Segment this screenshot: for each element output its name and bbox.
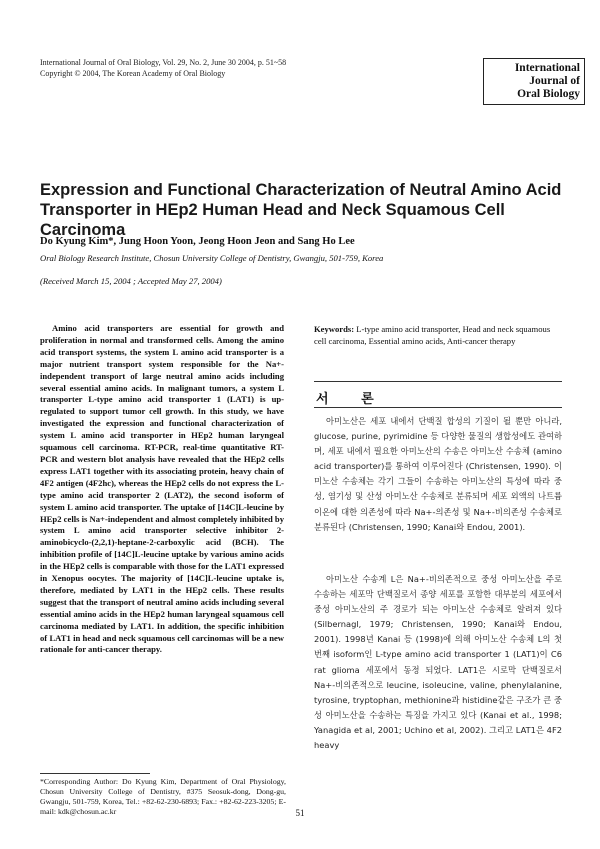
footnote-divider [40, 773, 150, 774]
section-bottom-rule [314, 407, 562, 408]
journal-copyright: Copyright © 2004, The Korean Academy of Oral Biology [40, 69, 226, 78]
page-number: 51 [295, 808, 305, 818]
journal-name-line: Oral Biology [517, 88, 580, 100]
journal-info [40, 57, 286, 79]
journal-citation: International Journal of Oral Biology, Vol. 29, No. 2, June 30 2004, p. 51~58 [40, 58, 287, 67]
affiliation: Oral Biology Research Institute, Chosun University College of Dentistry, Gwangju, 501-759, Korea [40, 253, 384, 263]
keywords-label: Keywords: [314, 324, 355, 334]
body-paragraph: 아미노산은 세포 내에서 단백질 합성의 기질이 될 뿐만 아니라, glucose, purine, pyrimidine 등 다양한 물질의 생합성에도 관여하며, 세포 내에서 필요한 아미노산의 수송은 아미노산 수송체 (amino acid transporter)를 통하여 이루어진다 (Christensen, 1990). 이미노산 수송체는 각기 그들이 수송하는 아미노산의 특성에 따라 중성, 염기성 및 산성 아미노산 수송체로 분류되며 세포 외액의 나트륨 이온에 대한 의존성에 따라 Na+-의존성 및 Na+-비의존성 수송체로 분류된다 (Christensen, 1990; Kanai와 Endou, 2001). [314, 416, 562, 532]
body-paragraph: 아미노산 수송계 L은 Na+-비의존적으로 중성 아미노산을 주로 수송하는 세포막 단백질로서 종양 세포를 포함한 대부분의 세포에서 중성 아미노산의 주 경로가 되는 아미노산 수송체로 알려져 있다 (Silbernagl, 1979; Christensen, 1990; Kanai와 Endou, 2001). 1998년 Kanai 등 (1998)에 의해 아미노산 수송체 L의 첫 번째 isoform인 L-type amino acid transporter 1 (LAT1)이 C6 rat glioma 세포에서 동정 되었다. LAT1은 시로막 단백질로서 Na+-비의존적으로 leucine, isoleucine, valine, phenylalanine, tyrosine, tryptophan, methionine과 histidine같은 구조가 큰 중성 아미노산을 수송하는 특징을 가지고 있다 (Kanai et al., 1998; Yanagida et al, 2001; Uchino et al, 2002). 그리고 LAT1은 4F2 heavy [314, 574, 562, 751]
section-heading: 서 론 [316, 392, 388, 407]
keywords [314, 323, 562, 347]
received-accepted-dates: (Received March 15, 2004 ; Accepted May 27, 2004) [40, 276, 222, 286]
paper-title: Expression and Functional Characterization of Neutral Amino Acid Transporter in HEp2 Human Head and Neck Squamous Cell Carcinoma [40, 181, 562, 239]
corresponding-author-footnote: *Corresponding Author: Do Kyung Kim, Department of Oral Physiology, Chosun University College of Dentistry, #375 Seosuk-dong, Dong-gu, Gwangju, 501-759, Korea, Tel.: +82-62-230-6893; Fax.: +82-62-223-3205; E-mail: kdk@chosun.ac.kr [40, 777, 286, 816]
journal-name-box [483, 58, 585, 105]
authors: Do Kyung Kim*, Jung Hoon Yoon, Jeong Hoon Jeon and Sang Ho Lee [40, 236, 355, 247]
journal-name-line: Journal of [529, 75, 580, 87]
keywords-text: L-type amino acid transporter, Head and neck squamous cell carcinoma, Essential amino acids, Anti-cancer therapy [314, 324, 551, 346]
journal-name-line: International [514, 62, 580, 74]
section-top-rule [314, 381, 562, 382]
abstract: Amino acid transporters are essential for growth and proliferation in normal and transformed cells. Among the amino acid transport systems, the system L amino acid transporter is a major nutrient transport system responsible for the Na+-independent transport of large neutral amino acids including several essential amino acids. In malignant tumors, a system L transporter L-type amino acid transporter 1 (LAT1) is up-regulated to support tumor cell growth. In this study, we have investigated the expression and functional characterization of system L amino acid transporter in HEp2 human laryngeal squamous cell carcinoma. RT-PCR, real-time quantitative RT-PCR and western blot analysis have revealed that the HEp2 cells express LAT1 together with its associating protein, heavy chain of 4F2 antigen (4F2hc), whereas the HEp2 cells do not express the L-type amino acid transporter 2 (LAT2), the second isoform of system L amino acid transporter. The uptake of [14C]L-leucine by HEp2 cells is Na+-independent and almost completely inhibited by system L amino acid transporter selective inhibitor 2-aminobicyclo-(2,2,1)-heptane-2-carboxylic acid (BCH). The inhibition profile of [14C]L-leucine uptake by various amino acids in the HEp2 cells is comparable with those for the LAT1 expressed in Xenopus oocytes. The majority of [14C]L-leucine uptake is, therefore, mediated by LAT1 in the HEp2 cells. These results suggest that the transport of neutral amino acids including several essential amino acids in the HEp2 human laryngeal squamous cell carcinoma mediated by LAT1. In addition, the specific inhibition of LAT1 in head and neck squamous cell carcinomas will be a new rationale for anti-cancer therapy. [40, 323, 284, 655]
